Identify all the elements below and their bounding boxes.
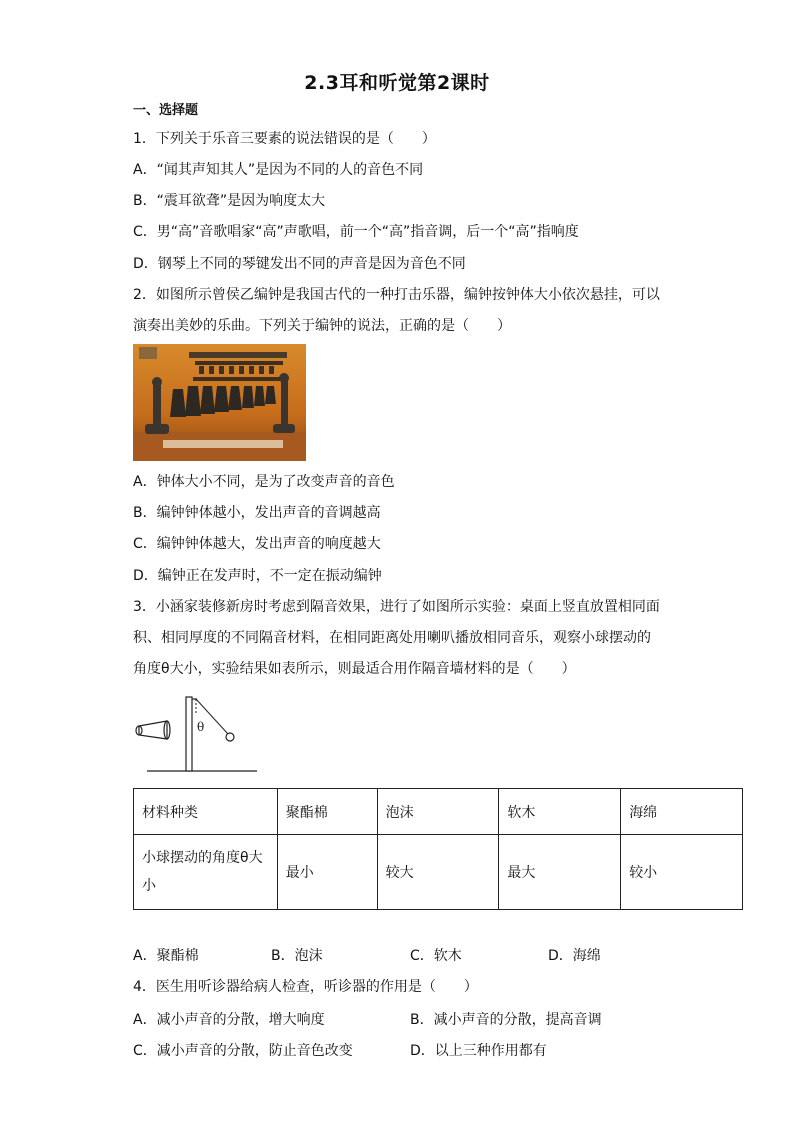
row-header-line2: 小 xyxy=(142,878,156,894)
table-row xyxy=(134,835,743,910)
q3-stem-line2: 积、相同厚度的不同隔音材料，在相同距离处用喇叭播放相同音乐，观察小球摆动的 xyxy=(133,630,651,646)
q2-stem-line1: 2．如图所示曾侯乙编钟是我国古代的一种打击乐器，编钟按钟体大小依次悬挂，可以 xyxy=(133,287,660,303)
table-cell: 最大 xyxy=(499,835,621,910)
table-cell: 海绵 xyxy=(621,789,743,835)
q4-stem: 4．医生用听诊器给病人检查，听诊器的作用是（ ） xyxy=(133,979,478,995)
row-header-line1: 小球摆动的角度θ大 xyxy=(142,850,263,866)
experiment-diagram xyxy=(133,693,263,775)
q4-option-c: C．减小声音的分散，防止音色改变 xyxy=(133,1043,353,1059)
q1-option-c: C．男“高”音歌唱家“高”声歌唱，前一个“高”指音调，后一个“高”指响度 xyxy=(133,224,579,240)
q2-option-d: D．编钟正在发声时，不一定在振动编钟 xyxy=(133,568,382,584)
q4-option-a: A．减小声音的分散，增大响度 xyxy=(133,1012,325,1028)
q1-option-b: B．“震耳欲聋”是因为响度太大 xyxy=(133,193,326,209)
theta-label: θ xyxy=(197,720,205,734)
bianzhong-photo xyxy=(133,344,306,461)
table-cell: 较大 xyxy=(377,835,499,910)
q3-option-b: B．泡沫 xyxy=(271,948,323,964)
q4-option-d: D．以上三种作用都有 xyxy=(410,1043,547,1059)
table-cell xyxy=(134,835,278,910)
q3-stem-line1: 3．小涵家装修新房时考虑到隔音效果，进行了如图所示实验：桌面上竖直放置相同面 xyxy=(133,599,660,615)
q3-option-a: A．聚酯棉 xyxy=(133,948,199,964)
table-cell: 材料种类 xyxy=(134,789,278,835)
section-heading: 一、选择题 xyxy=(133,103,199,118)
q3-stem-line3: 角度θ大小，实验结果如表所示，则最适合用作隔音墙材料的是（ ） xyxy=(133,661,576,677)
materials-table xyxy=(133,788,743,910)
q3-option-d: D．海绵 xyxy=(548,948,601,964)
q2-stem-line2: 演奏出美妙的乐曲。下列关于编钟的说法，正确的是（ ） xyxy=(133,318,511,334)
q1-option-d: D．钢琴上不同的琴键发出不同的声音是因为音色不同 xyxy=(133,256,466,272)
q2-option-b: B．编钟钟体越小，发出声音的音调越高 xyxy=(133,505,381,521)
q4-option-b: B．减小声音的分散，提高音调 xyxy=(410,1012,602,1028)
page-title: 2.3耳和听觉第2课时 xyxy=(304,72,490,94)
table-cell: 聚酯棉 xyxy=(277,789,377,835)
q3-option-c: C．软木 xyxy=(410,948,462,964)
q1-option-a: A．“闻其声知其人”是因为不同的人的音色不同 xyxy=(133,162,424,178)
table-cell: 最小 xyxy=(277,835,377,910)
q1-stem: 1．下列关于乐音三要素的说法错误的是（ ） xyxy=(133,131,436,147)
q2-option-a: A．钟体大小不同，是为了改变声音的音色 xyxy=(133,474,395,490)
table-cell: 泡沫 xyxy=(377,789,499,835)
table-cell: 软木 xyxy=(499,789,621,835)
q2-option-c: C．编钟钟体越大，发出声音的响度越大 xyxy=(133,536,381,552)
table-row xyxy=(134,789,743,835)
table-cell: 较小 xyxy=(621,835,743,910)
